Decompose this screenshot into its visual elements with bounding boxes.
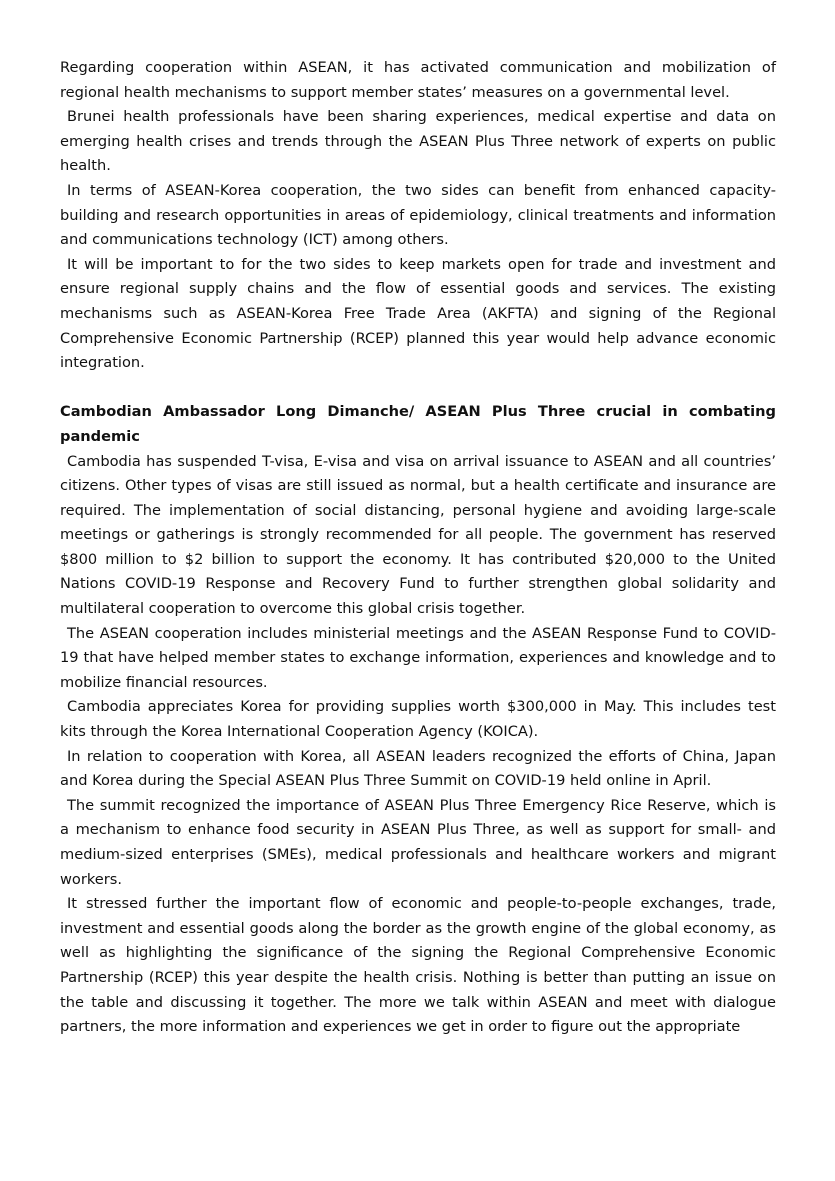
- paragraph: The ASEAN cooperation includes ministerial meetings and the ASEAN Response Fund to COVID-19 that have helped member states to exchange information, experiences and knowledge and to mobilize financial resources.: [60, 624, 776, 691]
- paragraph: In relation to cooperation with Korea, all ASEAN leaders recognized the efforts of China, Japan and Korea during the Special ASEAN Plus Three Summit on COVID-19 held online in April.: [60, 747, 776, 790]
- paragraph: Regarding cooperation within ASEAN, it has activated communication and mobilization of regional health mechanisms to support member states’ measures on a governmental level.: [60, 59, 776, 101]
- section-spacer: [60, 376, 776, 401]
- paragraph: Cambodia has suspended T-visa, E-visa and visa on arrival issuance to ASEAN and all countries’ citizens. Other types of visas are still issued as normal, but a health certificate and insurance are required. The implementation of social distancing, personal hygiene and avoiding large-scale meetings or gatherings is strongly recommended for all people. The government has reserved $800 million to $2 billion to support the economy. It has contributed $20,000 to the United Nations COVID-19 Response and Recovery Fund to further strengthen global solidarity and multilateral cooperation to overcome this global crisis together.: [60, 452, 776, 618]
- paragraph: Cambodia appreciates Korea for providing supplies worth $300,000 in May. This includes test kits through the Korea International Cooperation Agency (KOICA).: [60, 698, 776, 741]
- paragraph: In terms of ASEAN-Korea cooperation, the two sides can benefit from enhanced capacity-building and research opportunities in areas of epidemiology, clinical treatments and information and communications technology (ICT) among others.: [60, 181, 776, 249]
- paragraph: The summit recognized the importance of ASEAN Plus Three Emergency Rice Reserve, which is a mechanism to enhance food security in ASEAN Plus Three, as well as support for small- and medium-sized enterprises (SMEs), medical professionals and healthcare workers and migrant workers.: [60, 796, 776, 888]
- section-heading: Cambodian Ambassador Long Dimanche/ ASEAN Plus Three crucial in combating pandemic: [60, 403, 776, 445]
- paragraph: It stressed further the important flow of economic and people-to-people exchanges, trade, investment and essential goods along the border as the growth engine of the global economy, as well as highlighting the significance of the signing the Regional Comprehensive Economic Partnership (RCEP) this year despite the health crisis. Nothing is better than putting an issue on the table and discussing it together. The more we talk within ASEAN and meet with dialogue partners, the more information and experiences we get in order to figure out the appropriate: [60, 895, 776, 1036]
- paragraph: Brunei health professionals have been sharing experiences, medical expertise and data on emerging health crises and trends through the ASEAN Plus Three network of experts on public health.: [60, 108, 776, 175]
- paragraph: It will be important to for the two sides to keep markets open for trade and investment and ensure regional supply chains and the flow of essential goods and services. The existing mechanisms such as ASEAN-Korea Free Trade Area (AKFTA) and signing of the Regional Comprehensive Economic Partnership (RCEP) planned this year would help advance economic integration.: [60, 255, 776, 372]
- article-body: [60, 56, 776, 1040]
